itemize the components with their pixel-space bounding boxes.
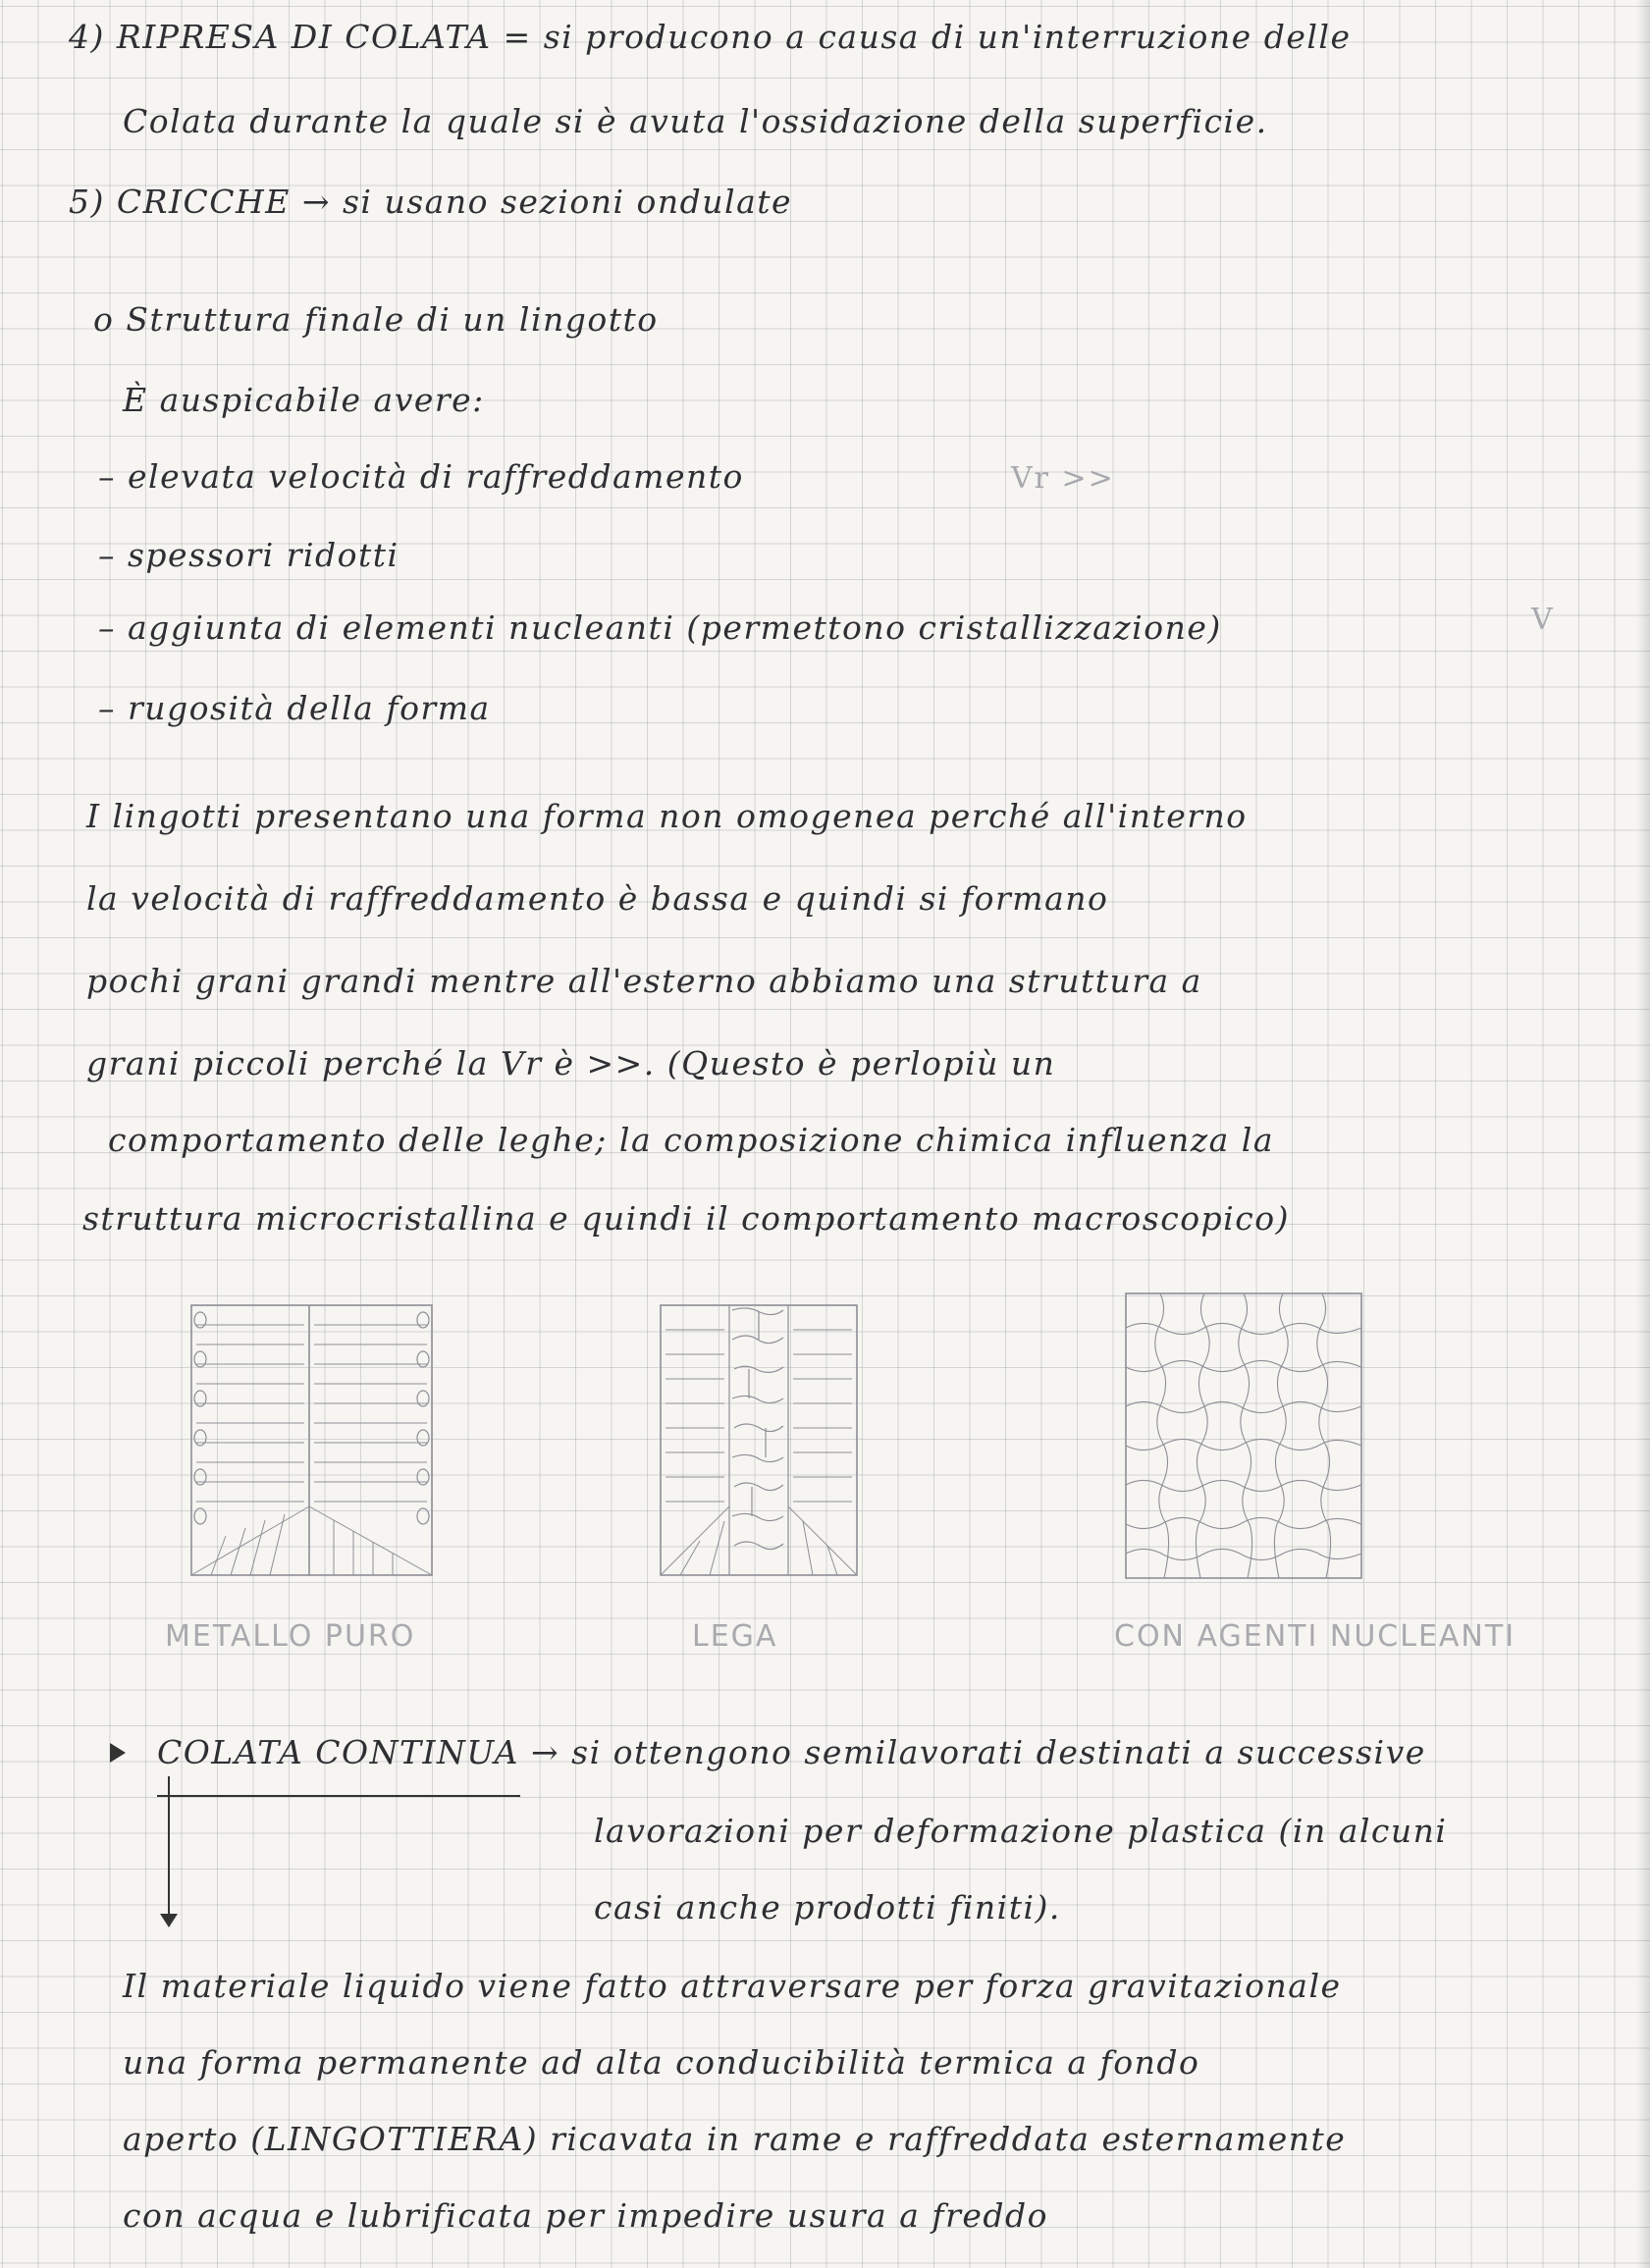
note-list-item-spessori: – spessori ridotti bbox=[98, 536, 399, 574]
sketch-lega bbox=[656, 1300, 862, 1585]
note-list-item-rugosita: – rugosità della forma bbox=[98, 689, 491, 727]
triangle-bullet-icon bbox=[110, 1743, 126, 1763]
description-line-3: aperto (LINGOTTIERA) ricavata in rame e raffreddata esternamente bbox=[123, 2120, 1347, 2158]
caption-lega: LEGA bbox=[692, 1619, 778, 1654]
description-line-4: con acqua e lubrificata per impedire usura a freddo bbox=[123, 2196, 1048, 2235]
section-title-colata-continua: COLATA CONTINUA → si ottengono semilavorati destinati a successive bbox=[157, 1733, 1426, 1771]
section-line-2: lavorazioni per deformazione plastica (in alcuni bbox=[594, 1812, 1448, 1850]
paragraph-line-2: la velocità di raffreddamento è bassa e quindi si formano bbox=[86, 879, 1109, 918]
sketch-metallo-puro bbox=[186, 1300, 442, 1585]
paragraph-line-4: grani piccoli perché la Vr è >>. (Questo è perlopiù un bbox=[86, 1044, 1056, 1082]
description-line-2: una forma permanente ad alta conducibilità termica a fondo bbox=[123, 2043, 1200, 2082]
page-edge-shadow bbox=[1636, 0, 1650, 2268]
note-line-struttura-finale: o Struttura finale di un lingotto bbox=[93, 300, 659, 339]
note-list-item-velocita: – elevata velocità di raffreddamento bbox=[98, 457, 744, 496]
caption-agenti-nucleanti: CON AGENTI NUCLEANTI bbox=[1114, 1619, 1517, 1654]
note-list-item-nucleanti: – aggiunta di elementi nucleanti (permettono cristallizzazione) bbox=[98, 608, 1222, 647]
caption-metallo-puro: METALLO PURO bbox=[165, 1619, 416, 1654]
description-line-1: Il materiale liquido viene fatto attraversare per forza gravitazionale bbox=[123, 1967, 1342, 2005]
note-line-cricche: 5) CRICCHE → si usano sezioni ondulate bbox=[69, 183, 793, 221]
note-line-colata: Colata durante la quale si è avuta l'ossidazione della superficie. bbox=[123, 102, 1268, 140]
title-underline bbox=[157, 1795, 520, 1797]
sketch-agenti-nucleanti bbox=[1121, 1289, 1366, 1583]
note-margin-mark-v: V bbox=[1531, 603, 1555, 637]
note-margin-mark-vr: Vr >> bbox=[1011, 461, 1115, 496]
arrow-down-icon bbox=[168, 1776, 170, 1924]
paragraph-line-1: I lingotti presentano una forma non omogenea perché all'interno bbox=[86, 797, 1248, 835]
note-line-auspicabile: È auspicabile avere: bbox=[123, 381, 485, 419]
paragraph-line-3: pochi grani grandi mentre all'esterno abbiamo una struttura a bbox=[86, 962, 1202, 1000]
section-line-3: casi anche prodotti finiti). bbox=[594, 1888, 1061, 1926]
paragraph-line-5: comportamento delle leghe; la composizione chimica influenza la bbox=[108, 1121, 1275, 1159]
note-line-ripresa: 4) RIPRESA DI COLATA = si producono a causa di un'interruzione delle bbox=[69, 18, 1352, 56]
paragraph-line-6: struttura microcristallina e quindi il comportamento macroscopico) bbox=[82, 1199, 1290, 1238]
